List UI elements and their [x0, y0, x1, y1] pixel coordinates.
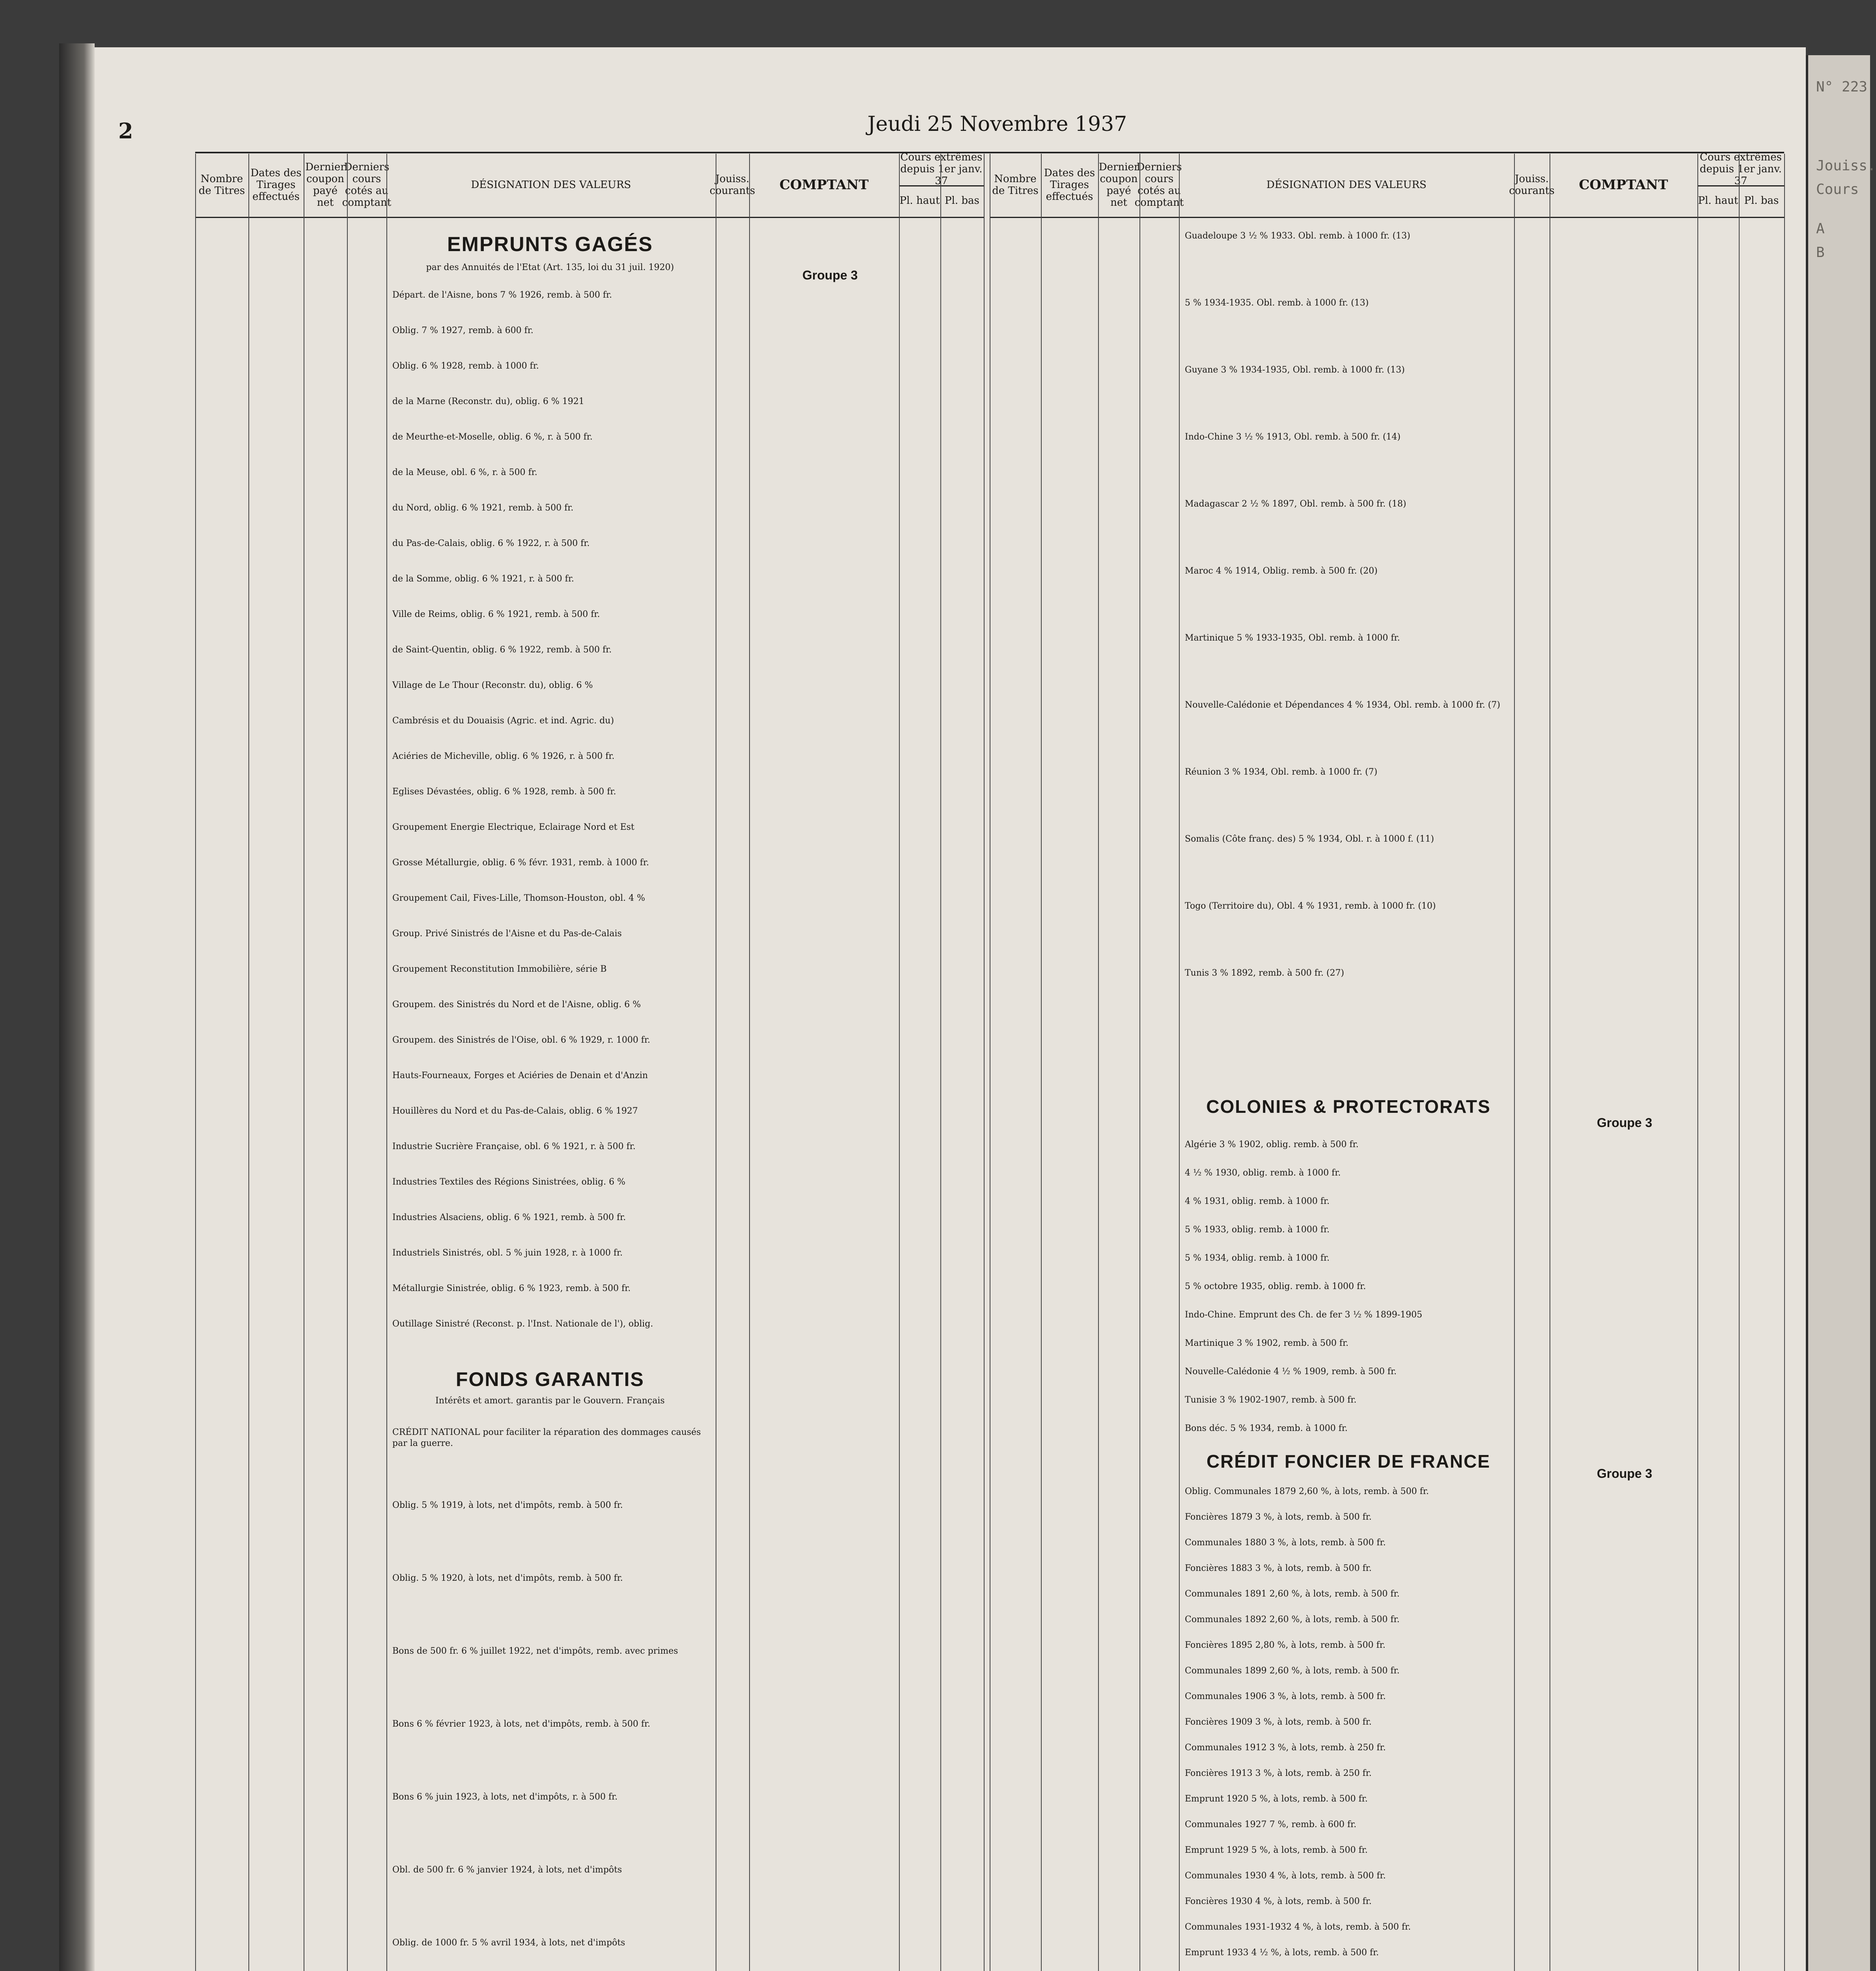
security-entry: de Meurthe-et-Moselle, oblig. 6 %, r. à 500 fr. — [392, 432, 593, 442]
col-header-comptant: COMPTANT — [1550, 154, 1697, 218]
col-header-pl-haut: Pl. haut — [899, 185, 940, 218]
security-entry: Groupement Energie Electrique, Eclairage Nord et Est — [392, 822, 634, 832]
security-entry: 5 % 1934-1935. Obl. remb. à 1000 fr. (13) — [1185, 298, 1369, 308]
security-entry: Industriels Sinistrés, obl. 5 % juin 1928, r. à 1000 fr. — [392, 1248, 623, 1258]
adjacent-page — [1806, 55, 1876, 1971]
column-rule — [347, 154, 348, 1971]
security-entry: Martinique 5 % 1933-1935, Obl. remb. à 1000 fr. — [1185, 633, 1400, 643]
security-entry: Communales 1927 7 %, remb. à 600 fr. — [1185, 1820, 1357, 1829]
column-rule — [940, 154, 941, 1971]
security-entry: Foncières 1883 3 %, à lots, remb. à 500 fr. — [1185, 1563, 1372, 1573]
security-entry: Obl. de 500 fr. 6 % janvier 1924, à lots, net d'impôts — [392, 1865, 622, 1875]
section-title-colonies: COLONIES & PROTECTORATS — [1206, 1096, 1491, 1117]
security-entry: Départ. de l'Aisne, bons 7 % 1926, remb. à 500 fr. — [392, 290, 612, 300]
col-header-pl-haut: Pl. haut — [1697, 185, 1739, 218]
groupe-label: Groupe 3 — [1597, 1116, 1652, 1130]
column-rule — [1514, 154, 1515, 1971]
security-entry: de la Somme, oblig. 6 % 1921, r. à 500 fr. — [392, 574, 574, 584]
security-entry: 5 % octobre 1935, oblig. remb. à 1000 fr. — [1185, 1282, 1366, 1291]
security-entry: Groupement Cail, Fives-Lille, Thomson-Houston, obl. 4 % — [392, 893, 645, 903]
security-entry: Communales 1892 2,60 %, à lots, remb. à 500 fr. — [1185, 1615, 1400, 1624]
column-rule — [899, 154, 900, 1971]
security-entry: Bons 6 % juin 1923, à lots, net d'impôts, r. à 500 fr. — [392, 1792, 618, 1802]
security-entry: Indo-Chine 3 ½ % 1913, Obl. remb. à 500 fr. (14) — [1185, 432, 1401, 442]
column-rule — [1098, 154, 1099, 1971]
groupe-label: Groupe 3 — [802, 268, 858, 282]
col-header-cours: Derniers cours cotés au comptant — [1139, 154, 1179, 218]
security-entry: Maroc 4 % 1914, Oblig. remb. à 500 fr. (20) — [1185, 566, 1378, 576]
security-entry: Cambrésis et du Douaisis (Agric. et ind. Agric. du) — [392, 716, 614, 726]
security-entry: Groupem. des Sinistrés de l'Oise, obl. 6 % 1929, r. 1000 fr. — [392, 1035, 651, 1045]
page-date: Jeudi 25 Novembre 1937 — [867, 112, 1127, 136]
section-title-emprunts: EMPRUNTS GAGÉS — [447, 233, 653, 256]
security-entry: Communales 1912 3 %, à lots, remb. à 250 fr. — [1185, 1743, 1386, 1753]
col-header-extremes: Cours extrêmes depuis 1er janv. 37 — [1697, 154, 1784, 186]
column-rule — [1697, 154, 1698, 1971]
security-entry: Communales 1899 2,60 %, à lots, remb. à 500 fr. — [1185, 1666, 1400, 1676]
security-entry: Hauts-Fourneaux, Forges et Aciéries de Denain et d'Anzin — [392, 1071, 648, 1081]
column-rule — [749, 154, 750, 1971]
security-entry: Groupement Reconstitution Immobilière, série B — [392, 964, 607, 974]
security-entry: Tunisie 3 % 1902-1907, remb. à 500 fr. — [1185, 1395, 1357, 1405]
security-entry: Houillères du Nord et du Pas-de-Calais, oblig. 6 % 1927 — [392, 1106, 638, 1116]
security-entry: Oblig. 5 % 1919, à lots, net d'impôts, remb. à 500 fr. — [392, 1500, 623, 1510]
security-entry: Foncières 1879 3 %, à lots, remb. à 500 fr. — [1185, 1512, 1372, 1522]
security-entry: Tunis 3 % 1892, remb. à 500 fr. (27) — [1185, 968, 1345, 978]
security-entry: Nouvelle-Calédonie et Dépendances 4 % 1934, Obl. remb. à 1000 fr. (7) — [1185, 700, 1500, 710]
column-rule — [248, 154, 249, 1971]
security-entry: Guyane 3 % 1934-1935, Obl. remb. à 1000 fr. (13) — [1185, 365, 1405, 375]
col-header-pl-bas: Pl. bas — [1739, 185, 1784, 218]
security-entry: Grosse Métallurgie, oblig. 6 % févr. 1931, remb. à 1000 fr. — [392, 858, 649, 868]
security-entry: Industries Alsaciens, oblig. 6 % 1921, remb. à 500 fr. — [392, 1213, 626, 1222]
right-half — [990, 151, 1784, 1971]
security-entry: 4 % 1931, oblig. remb. à 1000 fr. — [1185, 1196, 1330, 1206]
col-header-dates: Dates des Tirages effectués — [1041, 154, 1098, 218]
security-entry: Nouvelle-Calédonie 4 ½ % 1909, remb. à 500 fr. — [1185, 1367, 1397, 1377]
adjacent-page-text: Cours — [1816, 181, 1859, 197]
security-entry: CRÉDIT NATIONAL pour faciliter la réparation des dommages causés par la guerre. — [392, 1427, 701, 1448]
top-rule — [195, 152, 1784, 153]
col-header-nombre: Nombre de Titres — [195, 154, 248, 218]
security-entry: Oblig. de 1000 fr. 5 % avril 1934, à lots, net d'impôts — [392, 1938, 625, 1948]
col-header-designation: DÉSIGNATION DES VALEURS — [1179, 154, 1514, 218]
security-entry: 4 ½ % 1930, oblig. remb. à 1000 fr. — [1185, 1168, 1341, 1178]
security-entry: Aciéries de Micheville, oblig. 6 % 1926, r. à 500 fr. — [392, 751, 615, 761]
security-entry: 5 % 1934, oblig. remb. à 1000 fr. — [1185, 1253, 1330, 1263]
security-entry: Bons 6 % février 1923, à lots, net d'impôts, remb. à 500 fr. — [392, 1719, 651, 1729]
column-rule — [1179, 154, 1180, 1971]
security-entry: Village de Le Thour (Reconstr. du), oblig. 6 % — [392, 680, 593, 690]
column-rule — [195, 154, 196, 1971]
adjacent-page-text: A — [1816, 221, 1825, 237]
adjacent-page-text: Jouiss. — [1816, 158, 1876, 174]
security-entry: du Pas-de-Calais, oblig. 6 % 1922, r. à 500 fr. — [392, 538, 590, 548]
col-header-comptant: COMPTANT — [749, 154, 899, 218]
security-entry: Métallurgie Sinistrée, oblig. 6 % 1923, remb. à 500 fr. — [392, 1284, 631, 1293]
security-entry: Outillage Sinistré (Reconst. p. l'Inst. Nationale de l'), oblig. — [392, 1319, 653, 1329]
security-entry: 5 % 1933, oblig. remb. à 1000 fr. — [1185, 1225, 1330, 1235]
column-rule — [1139, 154, 1140, 1971]
security-entry: de la Marne (Reconstr. du), oblig. 6 % 1921 — [392, 397, 584, 406]
col-header-jouiss: Jouiss. courants — [1514, 154, 1550, 218]
section-title-fonds: FONDS GARANTIS — [456, 1368, 644, 1390]
security-entry: Togo (Territoire du), Obl. 4 % 1931, remb. à 1000 fr. (10) — [1185, 901, 1436, 911]
security-entry: Oblig. 6 % 1928, remb. à 1000 fr. — [392, 361, 539, 371]
security-entry: Oblig. Communales 1879 2,60 %, à lots, remb. à 500 fr. — [1185, 1487, 1429, 1496]
security-entry: Eglises Dévastées, oblig. 6 % 1928, remb. à 500 fr. — [392, 787, 616, 797]
column-rule — [1739, 154, 1740, 1971]
column-rule — [1041, 154, 1042, 1971]
security-entry: Groupem. des Sinistrés du Nord et de l'Aisne, oblig. 6 % — [392, 1000, 641, 1010]
security-entry: de Saint-Quentin, oblig. 6 % 1922, remb. à 500 fr. — [392, 645, 612, 655]
col-header-designation: DÉSIGNATION DES VALEURS — [386, 154, 716, 218]
security-entry: Emprunt 1920 5 %, à lots, remb. à 500 fr. — [1185, 1794, 1368, 1804]
security-entry: Communales 1931-1932 4 %, à lots, remb. à 500 fr. — [1185, 1922, 1411, 1932]
section-subtitle: Intérêts et amort. garantis par le Gouvern. Français — [435, 1396, 665, 1406]
security-entry: de la Meuse, obl. 6 %, r. à 500 fr. — [392, 468, 537, 477]
security-entry: Martinique 3 % 1902, remb. à 500 fr. — [1185, 1338, 1349, 1348]
security-entry: Guadeloupe 3 ½ % 1933. Obl. remb. à 1000 fr. (13) — [1185, 231, 1410, 241]
column-rule — [984, 154, 985, 1971]
security-entry: Industrie Sucrière Française, obl. 6 % 1921, r. à 500 fr. — [392, 1142, 636, 1151]
security-entry: Réunion 3 % 1934, Obl. remb. à 1000 fr. (7) — [1185, 767, 1378, 777]
section-subtitle: par des Annuités de l'Etat (Art. 135, loi du 31 juil. 1920) — [426, 263, 674, 272]
col-header-jouiss: Jouiss. courants — [716, 154, 749, 218]
security-entry: Indo-Chine. Emprunt des Ch. de fer 3 ½ % 1899-1905 — [1185, 1310, 1423, 1320]
column-rule — [386, 154, 387, 1971]
adjacent-page-text: B — [1816, 244, 1825, 261]
security-entry: Foncières 1930 4 %, à lots, remb. à 500 fr. — [1185, 1896, 1372, 1906]
security-entry: Foncières 1895 2,80 %, à lots, remb. à 500 fr. — [1185, 1640, 1386, 1650]
page-number: 2 — [118, 118, 133, 143]
security-entry: Emprunt 1929 5 %, à lots, remb. à 500 fr. — [1185, 1845, 1368, 1855]
security-entry: Foncières 1909 3 %, à lots, remb. à 500 fr. — [1185, 1717, 1372, 1727]
security-entry: Communales 1906 3 %, à lots, remb. à 500 fr. — [1185, 1692, 1386, 1701]
security-entry: Oblig. 7 % 1927, remb. à 600 fr. — [392, 326, 533, 335]
security-entry: Emprunt 1933 4 ½ %, à lots, remb. à 500 fr. — [1185, 1948, 1379, 1958]
security-entry: Ville de Reims, oblig. 6 % 1921, remb. à 500 fr. — [392, 609, 600, 619]
col-header-coupon: Dernier coupon payé net — [1098, 154, 1139, 218]
security-entry: du Nord, oblig. 6 % 1921, remb. à 500 fr. — [392, 503, 574, 513]
col-header-coupon: Dernier coupon payé net — [304, 154, 347, 218]
security-entry: Communales 1891 2,60 %, à lots, remb. à 500 fr. — [1185, 1589, 1400, 1599]
col-header-dates: Dates des Tirages effectués — [248, 154, 304, 218]
security-entry: Bons déc. 5 % 1934, remb. à 1000 fr. — [1185, 1423, 1348, 1433]
security-entry: Madagascar 2 ½ % 1897, Obl. remb. à 500 fr. (18) — [1185, 499, 1406, 509]
col-header-pl-bas: Pl. bas — [940, 185, 984, 218]
col-header-cours: Derniers cours cotés au comptant — [347, 154, 386, 218]
security-entry: Foncières 1913 3 %, à lots, remb. à 250 fr. — [1185, 1768, 1372, 1778]
security-entry: Oblig. 5 % 1920, à lots, net d'impôts, remb. à 500 fr. — [392, 1573, 623, 1583]
security-entry: Communales 1930 4 %, à lots, remb. à 500 fr. — [1185, 1871, 1386, 1881]
adjacent-page-text: N° 223 — [1816, 79, 1868, 95]
col-header-nombre: Nombre de Titres — [990, 154, 1041, 218]
security-entry: Algérie 3 % 1902, oblig. remb. à 500 fr. — [1185, 1140, 1359, 1149]
security-entry: Industries Textiles des Régions Sinistrées, oblig. 6 % — [392, 1177, 626, 1187]
left-half — [195, 151, 984, 1971]
groupe-label: Groupe 3 — [1597, 1466, 1652, 1481]
security-entry: Group. Privé Sinistrés de l'Aisne et du Pas-de-Calais — [392, 929, 622, 939]
page-shadow — [59, 43, 95, 1971]
security-entry: Somalis (Côte franç. des) 5 % 1934, Obl. r. à 1000 f. (11) — [1185, 834, 1434, 844]
section-title-credit-foncier: CRÉDIT FONCIER DE FRANCE — [1206, 1451, 1491, 1472]
col-header-extremes: Cours extrêmes depuis 1er janv. 37 — [899, 154, 984, 186]
security-entry: Bons de 500 fr. 6 % juillet 1922, net d'impôts, remb. avec primes — [392, 1646, 678, 1656]
column-rule — [1784, 154, 1785, 1971]
security-entry: Communales 1880 3 %, à lots, remb. à 500 fr. — [1185, 1538, 1386, 1548]
